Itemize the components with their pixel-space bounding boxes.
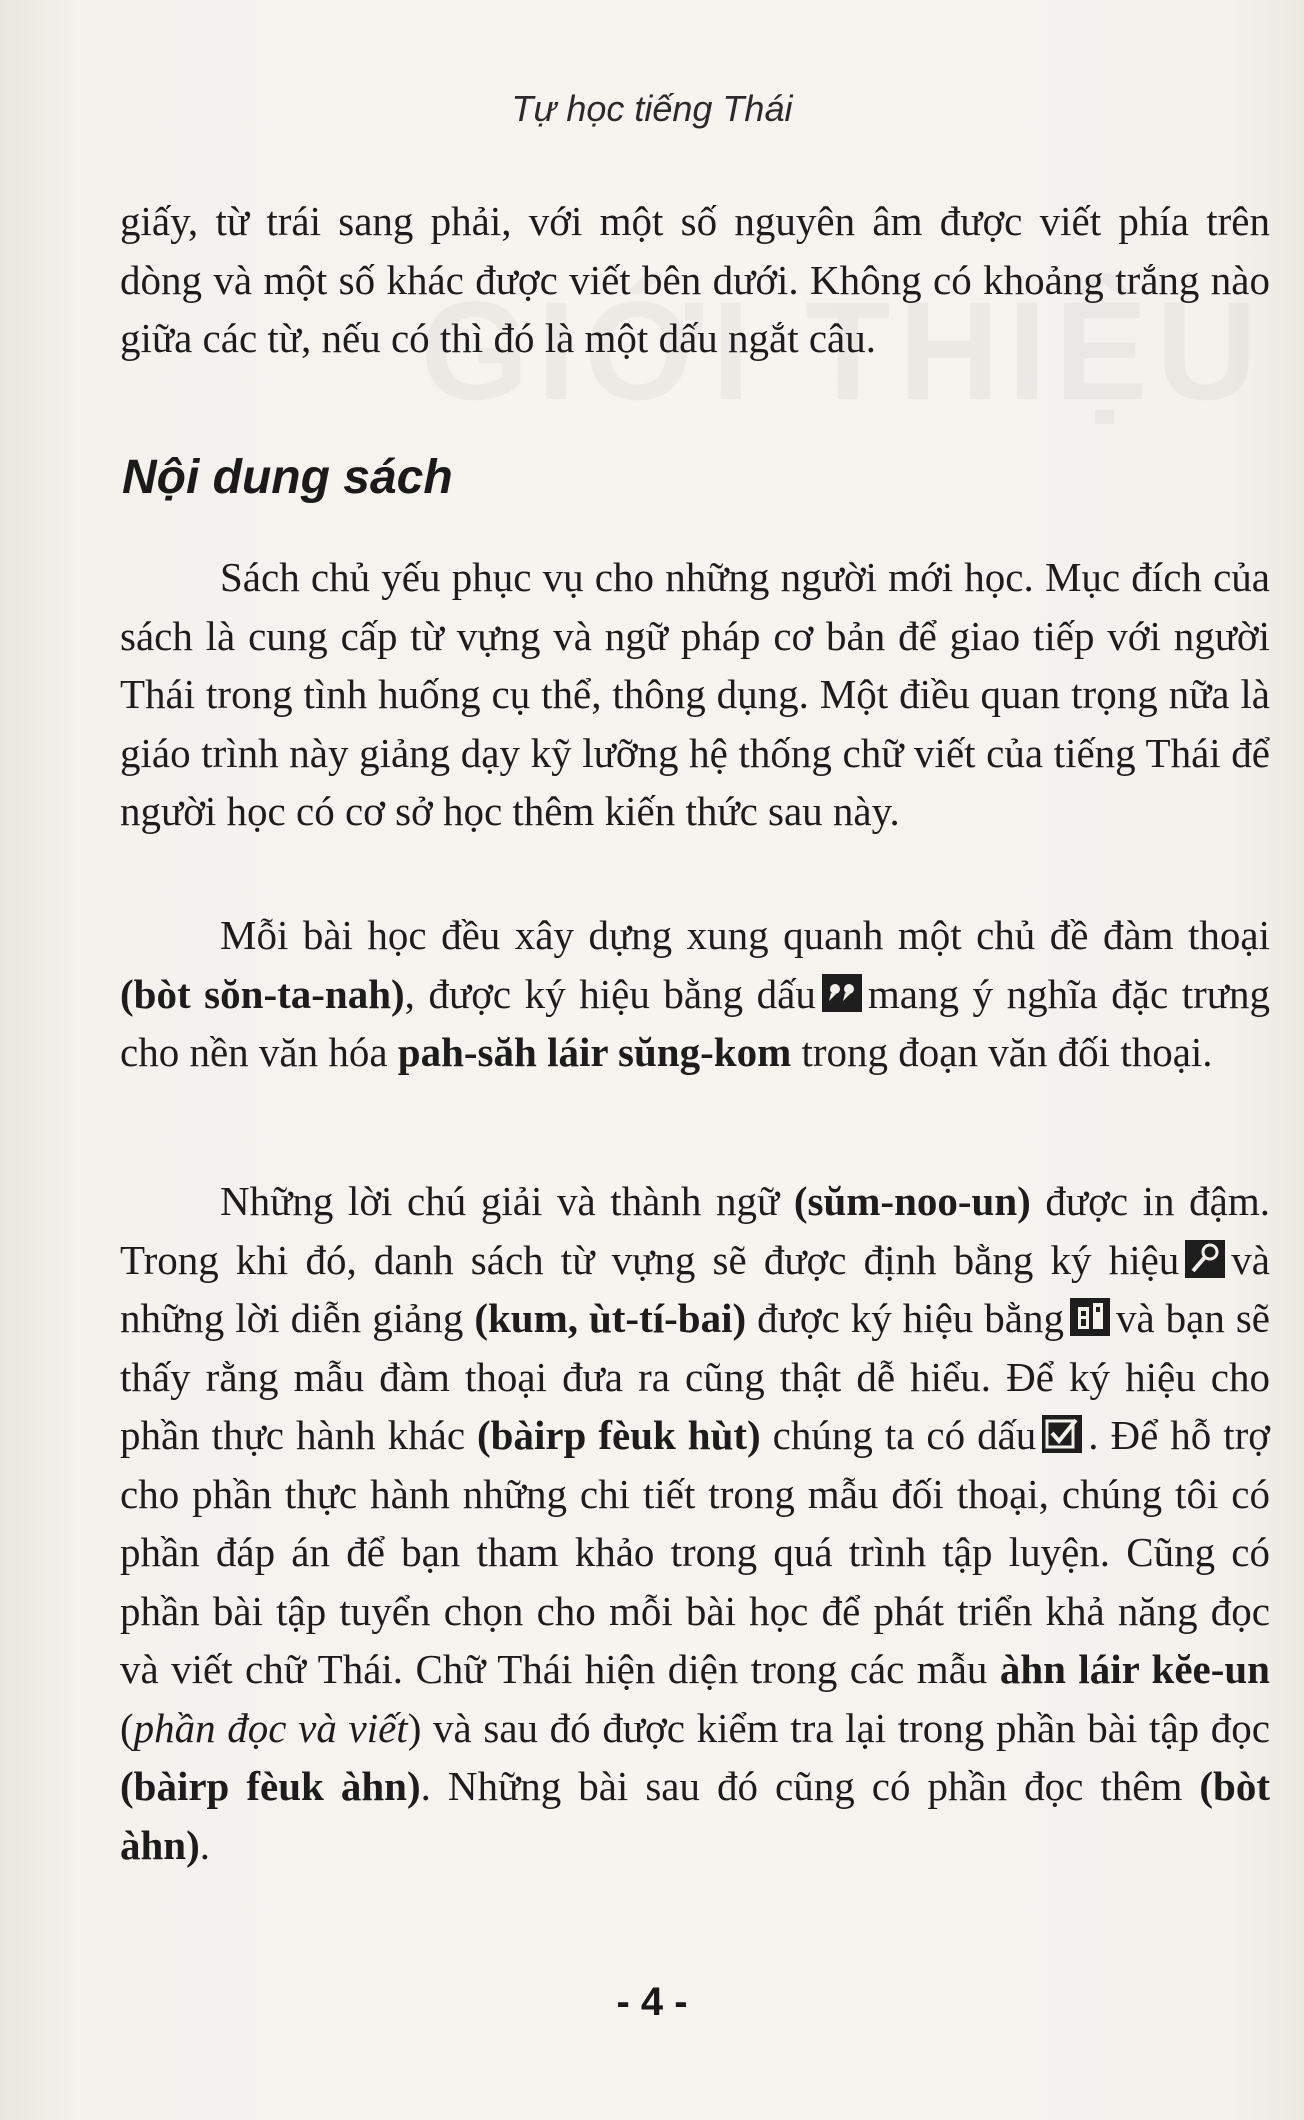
text-span: ( bbox=[120, 1704, 134, 1751]
explanation-icon bbox=[1070, 1298, 1110, 1336]
bold-term: (bòt àhn) bbox=[120, 1763, 1271, 1868]
paragraph-dialogue bbox=[120, 906, 1270, 1082]
section-heading: Nội dung sách bbox=[122, 451, 453, 504]
bold-term: (bàirp fèuk àhn) bbox=[120, 1763, 421, 1809]
paragraph-purpose: Sách chủ yếu phục vụ cho những người mới học. Mục đích của sách là cung cấp từ vựng và ngữ pháp cơ bản để giao tiếp với người Thái trong tình huống cụ thể, thông dụng. Một điều quan trọng nữa là giáo trình này giảng dạy kỹ lưỡng hệ thống chữ viết của tiếng Thái để người học có cơ sở học thêm kiến thức sau này. bbox=[120, 554, 1270, 834]
page-number: - 4 - bbox=[616, 1980, 688, 2024]
bold-term: pah-săh láir sŭng-kom bbox=[397, 1029, 792, 1075]
text-span: . Để hỗ trợ cho phần thực hành những chi tiết trong mẫu đối thoại, chúng tôi có phần đáp án để bạn tham khảo trong quá trình tập luyện. Cũng có phần bài tập tuyển chọn cho mỗi bài học để phát triển khả năng đọc và viết chữ Thái. Chữ Thái hiện diện trong các mẫu bbox=[120, 1412, 1270, 1692]
text-span: . Những bài sau đó cũng có phần đọc thêm bbox=[420, 1763, 1200, 1809]
vocabulary-icon bbox=[1185, 1240, 1225, 1278]
running-title: Tự học tiếng Thái bbox=[511, 88, 793, 129]
italic-term: phần đọc và viết bbox=[133, 1704, 408, 1751]
text-span: Mỗi bài học đều xây dựng xung quanh một chủ đề đàm thoại bbox=[220, 912, 1270, 958]
intro-paragraph: giấy, từ trái sang phải, với một số nguyên âm được viết phía trên dòng và một số khác được viết bên dưới. Không có khoảng trắng nào giữa các từ, nếu có thì đó là một dấu ngắt câu. bbox=[120, 198, 1270, 361]
text-span: , được ký hiệu bằng dấu bbox=[404, 970, 816, 1017]
bold-term: (bòt sŏn-ta-nah) bbox=[120, 970, 405, 1017]
bold-term: (sŭm-noo-un) bbox=[793, 1178, 1031, 1224]
text-span: Những lời chú giải và thành ngữ bbox=[220, 1178, 794, 1224]
bold-term: (bàirp fèuk hùt) bbox=[477, 1412, 761, 1458]
text-span: và những lời diễn giảng bbox=[120, 1236, 1270, 1341]
paragraph-annotations bbox=[120, 1172, 1270, 1874]
text-span: ) và sau đó được kiểm tra lại trong phần bài tập đọc bbox=[407, 1704, 1270, 1751]
text-span: mang ý nghĩa đặc trưng cho nền văn hóa bbox=[120, 970, 1271, 1075]
dialogue-icon bbox=[822, 974, 862, 1012]
bold-term: (kum, ùt-tí-bai) bbox=[474, 1295, 747, 1341]
text-span: được in đậm. Trong khi đó, danh sách từ vựng sẽ được định bằng ký hiệu bbox=[120, 1178, 1270, 1283]
bold-term: àhn láir kĕe-un bbox=[999, 1646, 1270, 1692]
text-span: chúng ta có dấu bbox=[760, 1412, 1037, 1458]
practice-icon bbox=[1042, 1415, 1082, 1453]
text-span: và bạn sẽ thấy rằng mẫu đàm thoại đưa ra cũng thật dễ hiểu. Để ký hiệu cho phần thực hành khác bbox=[120, 1295, 1270, 1458]
text-span: . bbox=[199, 1821, 211, 1868]
text-span: trong đoạn văn đối thoại. bbox=[791, 1029, 1213, 1075]
text-span: được ký hiệu bằng bbox=[746, 1295, 1064, 1341]
